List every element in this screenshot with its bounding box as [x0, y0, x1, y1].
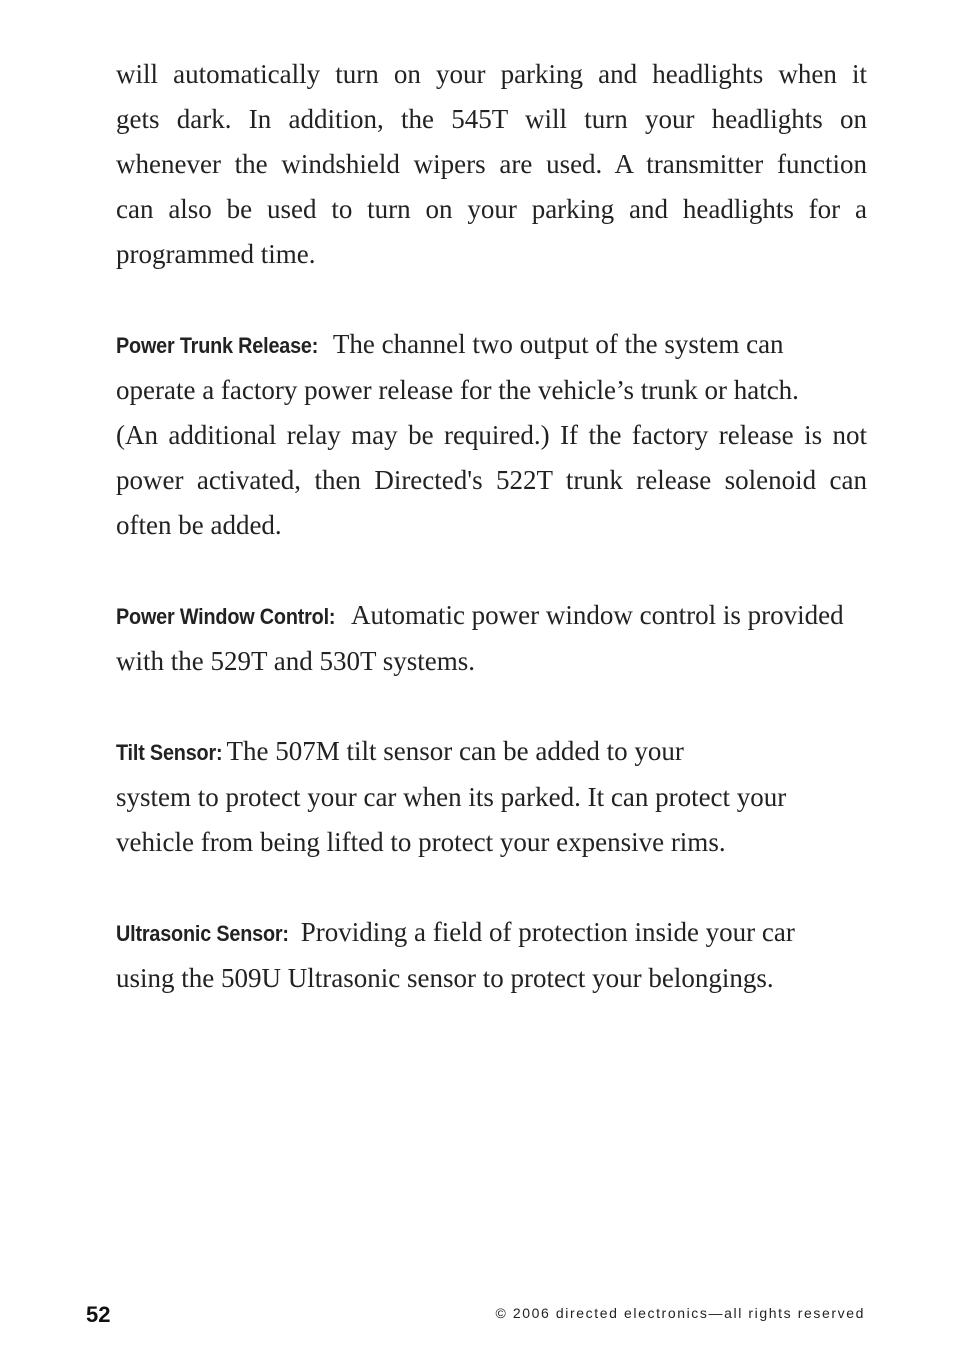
section-text: The 507M tilt sensor can be added to your	[226, 736, 684, 766]
text-line	[116, 322, 867, 368]
section-text: The channel two output of the system can	[332, 329, 784, 359]
text-line: will automatically turn on your parking and headlights when it	[116, 59, 867, 89]
text-line: using the 509U Ultrasonic sensor to protect your belongings.	[116, 963, 774, 993]
text-line: often be added.	[116, 510, 282, 540]
copyright-notice: © 2006 directed electronics—all rights reserved	[495, 1305, 865, 1321]
intro-paragraph	[116, 52, 867, 277]
power-trunk-release-paragraph	[116, 322, 867, 548]
text-line: vehicle from being lifted to protect your expensive rims.	[116, 827, 726, 857]
text-line: can also be used to turn on your parking and headlights for a	[116, 194, 867, 224]
section-text: Automatic power window control is provided	[350, 600, 844, 630]
power-window-control-paragraph	[116, 593, 867, 684]
section-heading: Power Window Control:	[116, 604, 336, 629]
page-body	[116, 52, 867, 1046]
text-line: programmed time.	[116, 239, 316, 269]
text-line: gets dark. In addition, the 545T will turn your headlights on	[116, 104, 867, 134]
section-heading: Power Trunk Release:	[116, 333, 319, 358]
text-line: system to protect your car when its parked. It can protect your	[116, 782, 787, 812]
text-line: (An additional relay may be required.) If the factory release is not	[116, 420, 867, 450]
text-line: power activated, then Directed's 522T trunk release solenoid can	[116, 465, 867, 495]
section-heading: Tilt Sensor:	[116, 740, 223, 765]
section-heading: Ultrasonic Sensor:	[116, 921, 289, 946]
page-number: 52	[86, 1302, 111, 1327]
text-line	[116, 593, 867, 639]
text-line: whenever the windshield wipers are used. A transmitter function	[116, 149, 867, 179]
section-text: Providing a field of protection inside your car	[300, 917, 795, 947]
text-line	[116, 729, 867, 775]
text-line: with the 529T and 530T systems.	[116, 646, 475, 676]
text-line: operate a factory power release for the vehicle’s trunk or hatch.	[116, 375, 799, 405]
ultrasonic-sensor-paragraph	[116, 910, 867, 1001]
tilt-sensor-paragraph	[116, 729, 867, 865]
text-line	[116, 910, 867, 956]
